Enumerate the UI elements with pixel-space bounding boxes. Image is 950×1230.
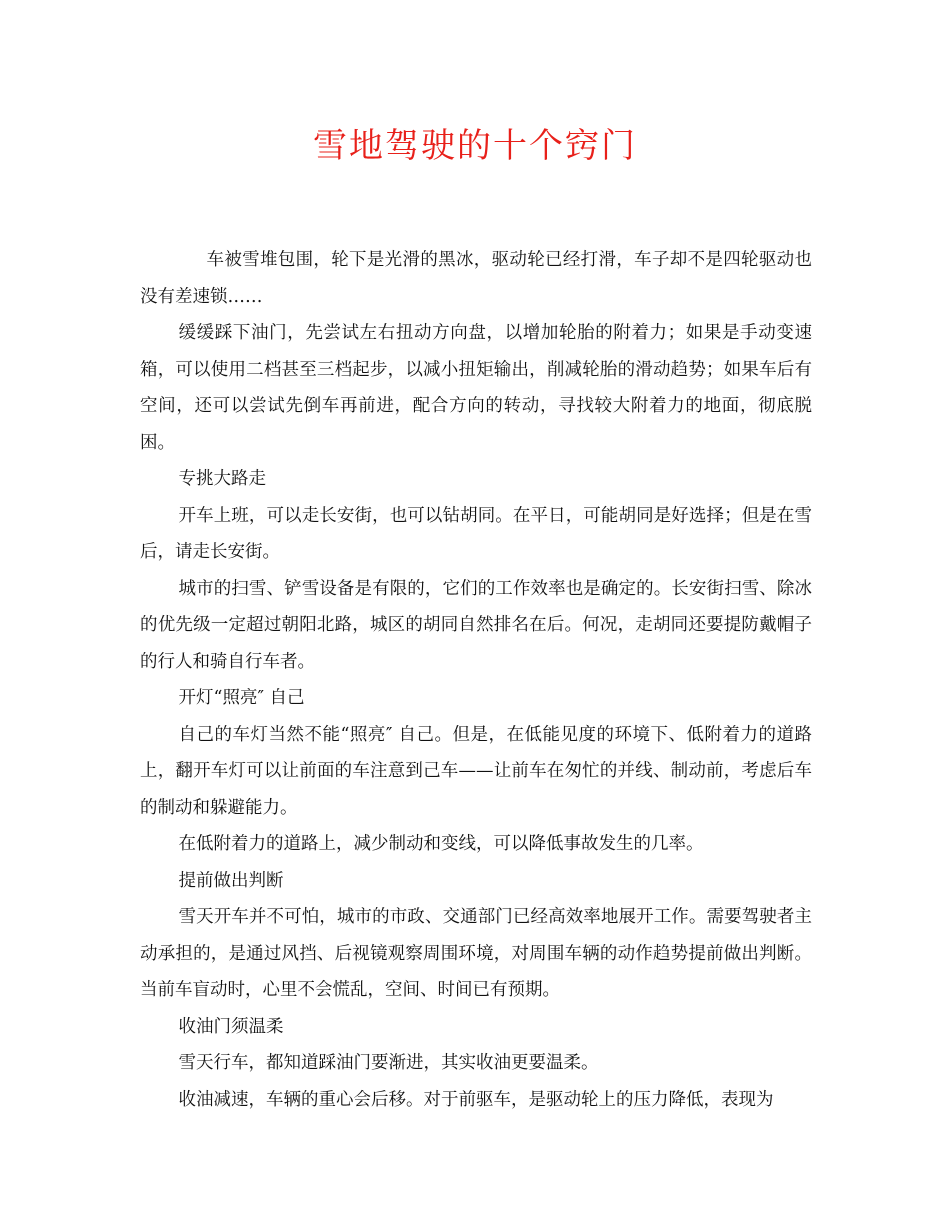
paragraph: 车被雪堆包围，轮下是光滑的黑冰，驱动轮已经打滑，车子却不是四轮驱动也没有差速锁…… xyxy=(140,250,812,307)
paragraph: 缓缓踩下油门，先尝试左右扭动方向盘，以增加轮胎的附着力；如果是手动变速箱，可以使用二档甚至三档起步，以减小扭矩输出，削减轮胎的滑动趋势；如果车后有空间，还可以尝试先倒车再前进，配合方向的转动，寻找较大附着力的地面，彻底脱困。 xyxy=(140,323,812,453)
paragraph: 在低附着力的道路上，减少制动和变线，可以降低事故发生的几率。 xyxy=(178,834,704,854)
paragraph: 雪天行车，都知道踩油门要渐进，其实收油更要温柔。 xyxy=(178,1053,599,1073)
paragraph: 收油减速，车辆的重心会后移。对于前驱车，是驱动轮上的压力降低，表现为 xyxy=(178,1089,774,1110)
paragraph: 雪天开车并不可怕，城市的市政、交通部门已经高效率地展开工作。需要驾驶者主动承担的，是通过风挡、后视镜观察周围环境，对周围车辆的动作趋势提前做出判断。当前车盲动时，心里不会慌乱，空间、时间已有预期。 xyxy=(140,907,812,1000)
document-title: 雪地驾驶的十个窍门 xyxy=(313,126,637,166)
paragraph: 城市的扫雪、铲雪设备是有限的，它们的工作效率也是确定的。长安街扫雪、除冰的优先级一定超过朝阳北路，城区的胡同自然排名在后。何况，走胡同还要提防戴帽子的行人和骑自行车者。 xyxy=(140,578,812,672)
section-heading: 开灯“照亮″ 自己 xyxy=(178,688,305,708)
section-heading: 提前做出判断 xyxy=(178,870,284,891)
section-heading: 收油门须温柔 xyxy=(178,1016,284,1037)
section-heading: 专挑大路走 xyxy=(178,469,266,489)
paragraph: 开车上班，可以走长安街，也可以钻胡同。在平日，可能胡同是好选择；但是在雪后，请走长安街。 xyxy=(140,505,812,562)
document-body xyxy=(140,242,812,1118)
paragraph: 自己的车灯当然不能“照亮″ 自己。但是，在低能见度的环境下、低附着力的道路上，翻开车灯可以让前面的车注意到己车——让前车在匆忙的并线、制动前，考虑后车的制动和躲避能力。 xyxy=(140,724,812,818)
